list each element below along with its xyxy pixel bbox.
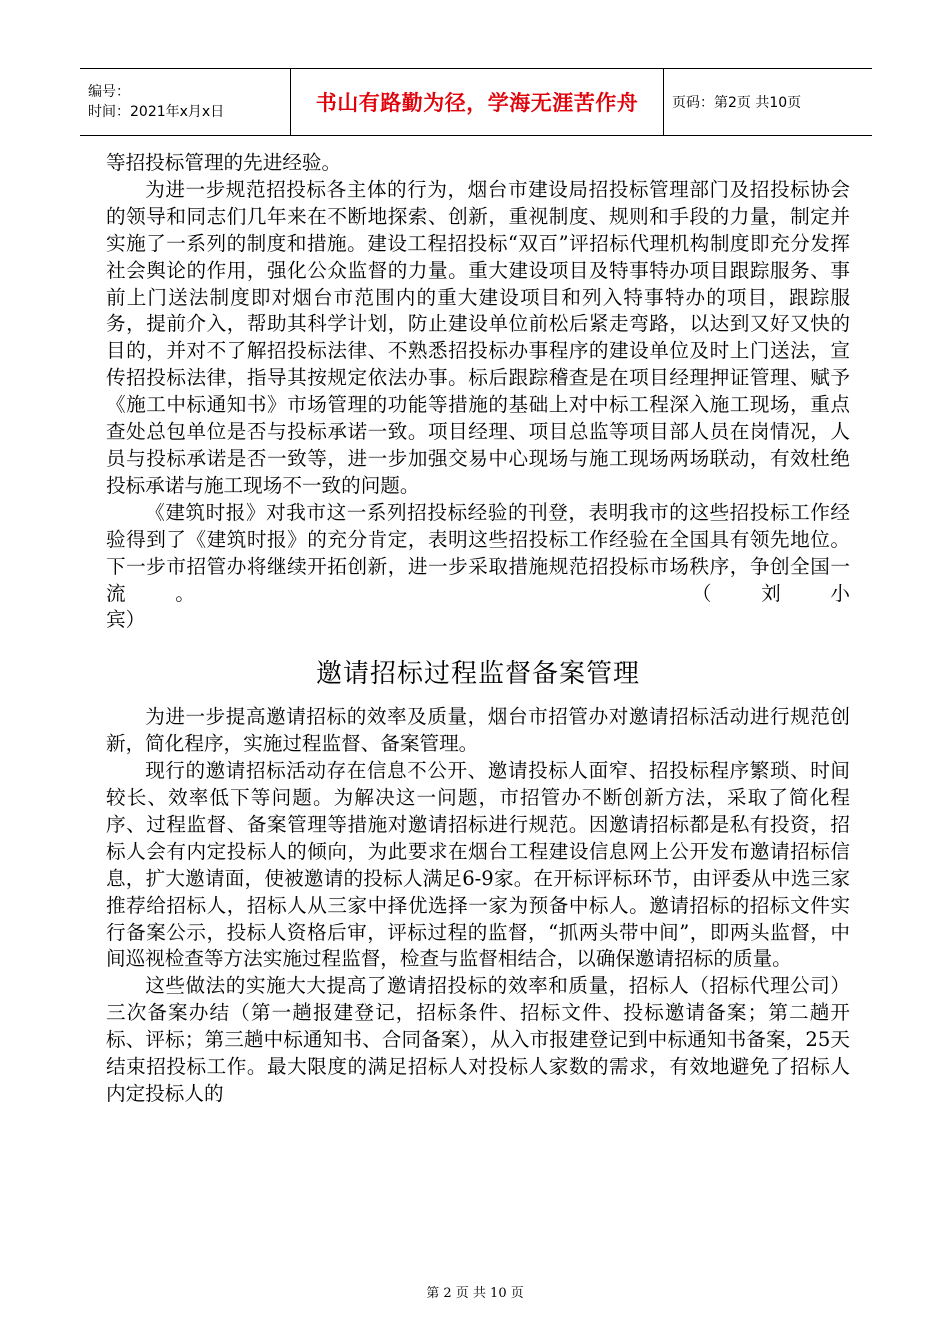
author-credit-open: （刘小: [691, 581, 851, 605]
footer-page-number: 第 2 页 共 10 页: [426, 1286, 524, 1301]
paragraph-invitation-problems: 现行的邀请招标活动存在信息不公开、邀请投标人面窄、招投标程序繁琐、时间较长、效率低下等问题。为解决这一问题，市招管办不断创新方法，采取了简化程序、过程监督、备案管理等措施对邀请招标进行规范。因邀请招标都是私有投资，招标人会有内定投标人的倾向，为此要求在烟台工程建设信息网上公开发布邀请招标信息，扩大邀请面，使被邀请的投标人满足6-9家。在开标评标环节，由评委从中选三家推荐给招标人，招标人从三家中择优选择一家为预备中标人。邀请招标的招标文件实行备案公示，投标人资格后审，评标过程的监督，“抓两头带中间”，即两头监督，中间巡视检查等方法实施过程监督，检查与监督相结合，以确保邀请招标的质量。: [106, 759, 850, 971]
header-page-label: 页码：第2页 共10页: [672, 95, 802, 111]
page-header: [80, 68, 872, 136]
paragraph-newspaper-text: 《建筑时报》对我市这一系列招投标经验的刊登，表明我市的这些招投标工作经验得到了《建筑时报》的充分肯定，表明这些招投标工作经验在全国具有领先地位。下一步市招管办将继续开拓创新，进一步采取措施规范招投标市场秩序，争创全国一流。: [106, 500, 850, 605]
author-credit-close: 宾）: [106, 608, 146, 632]
document-body: [106, 150, 850, 1108]
paragraph-invitation-intro: 为进一步提高邀请招标的效率及质量，烟台市招管办对邀请招标活动进行规范创新，简化程序，实施过程监督、备案管理。: [106, 705, 850, 756]
paragraph-newspaper-report: [106, 500, 850, 608]
header-motto-cell: [291, 69, 664, 136]
header-page-cell: [664, 69, 873, 136]
document-number-label: 编号：: [88, 84, 130, 100]
document-time-label: 时间：2021年x月x日: [88, 104, 225, 120]
page-footer: [0, 1286, 950, 1302]
paragraph-continuation: 等招投标管理的先进经验。: [106, 151, 342, 174]
header-motto: 书山有路勤为径，学海无涯苦作舟: [315, 91, 639, 115]
paragraph-invitation-results: 这些做法的实施大大提高了邀请招投标的效率和质量，招标人（招标代理公司）三次备案办结（第一趟报建登记，招标条件、招标文件、投标邀请备案；第二趟开标、评标；第三趟中标通知书、合同备案），从入市报建登记到中标通知书备案，25天结束招投标工作。最大限度的满足招标人对投标人家数的需求，有效地避免了招标人内定投标人的: [106, 974, 850, 1105]
paragraph-regulation-measures: 为进一步规范招投标各主体的行为，烟台市建设局招投标管理部门及招投标协会的领导和同志们几年来在不断地探索、创新，重视制度、规则和手段的力量，制定并实施了一系列的制度和措施。建设工程招投标“双百”评招标代理机构制度即充分发挥社会舆论的作用，强化公众监督的力量。重大建设项目及特事特办项目跟踪服务、事前上门送法制度即对烟台市范围内的重大建设项目和列入特事特办的项目，跟踪服务，提前介入，帮助其科学计划，防止建设单位前松后紧走弯路，以达到又好又快的目的，并对不了解招投标法律、不熟悉招投标办事程序的建设单位及时上门送法，宣传招投标法律，指导其按规定依法办事。标后跟踪稽查是在项目经理押证管理、赋予《施工中标通知书》市场管理的功能等措施的基础上对中标工程深入施工现场，重点查处总包单位是否与投标承诺一致。项目经理、项目总监等项目部人员在岗情况，人员与投标承诺是否一致等，进一步加强交易中心现场与施工现场两场联动，有效杜绝投标承诺与施工现场不一致的问题。: [106, 177, 850, 497]
section-title: 邀请招标过程监督备案管理: [315, 659, 640, 690]
header-meta-cell: [80, 69, 291, 136]
